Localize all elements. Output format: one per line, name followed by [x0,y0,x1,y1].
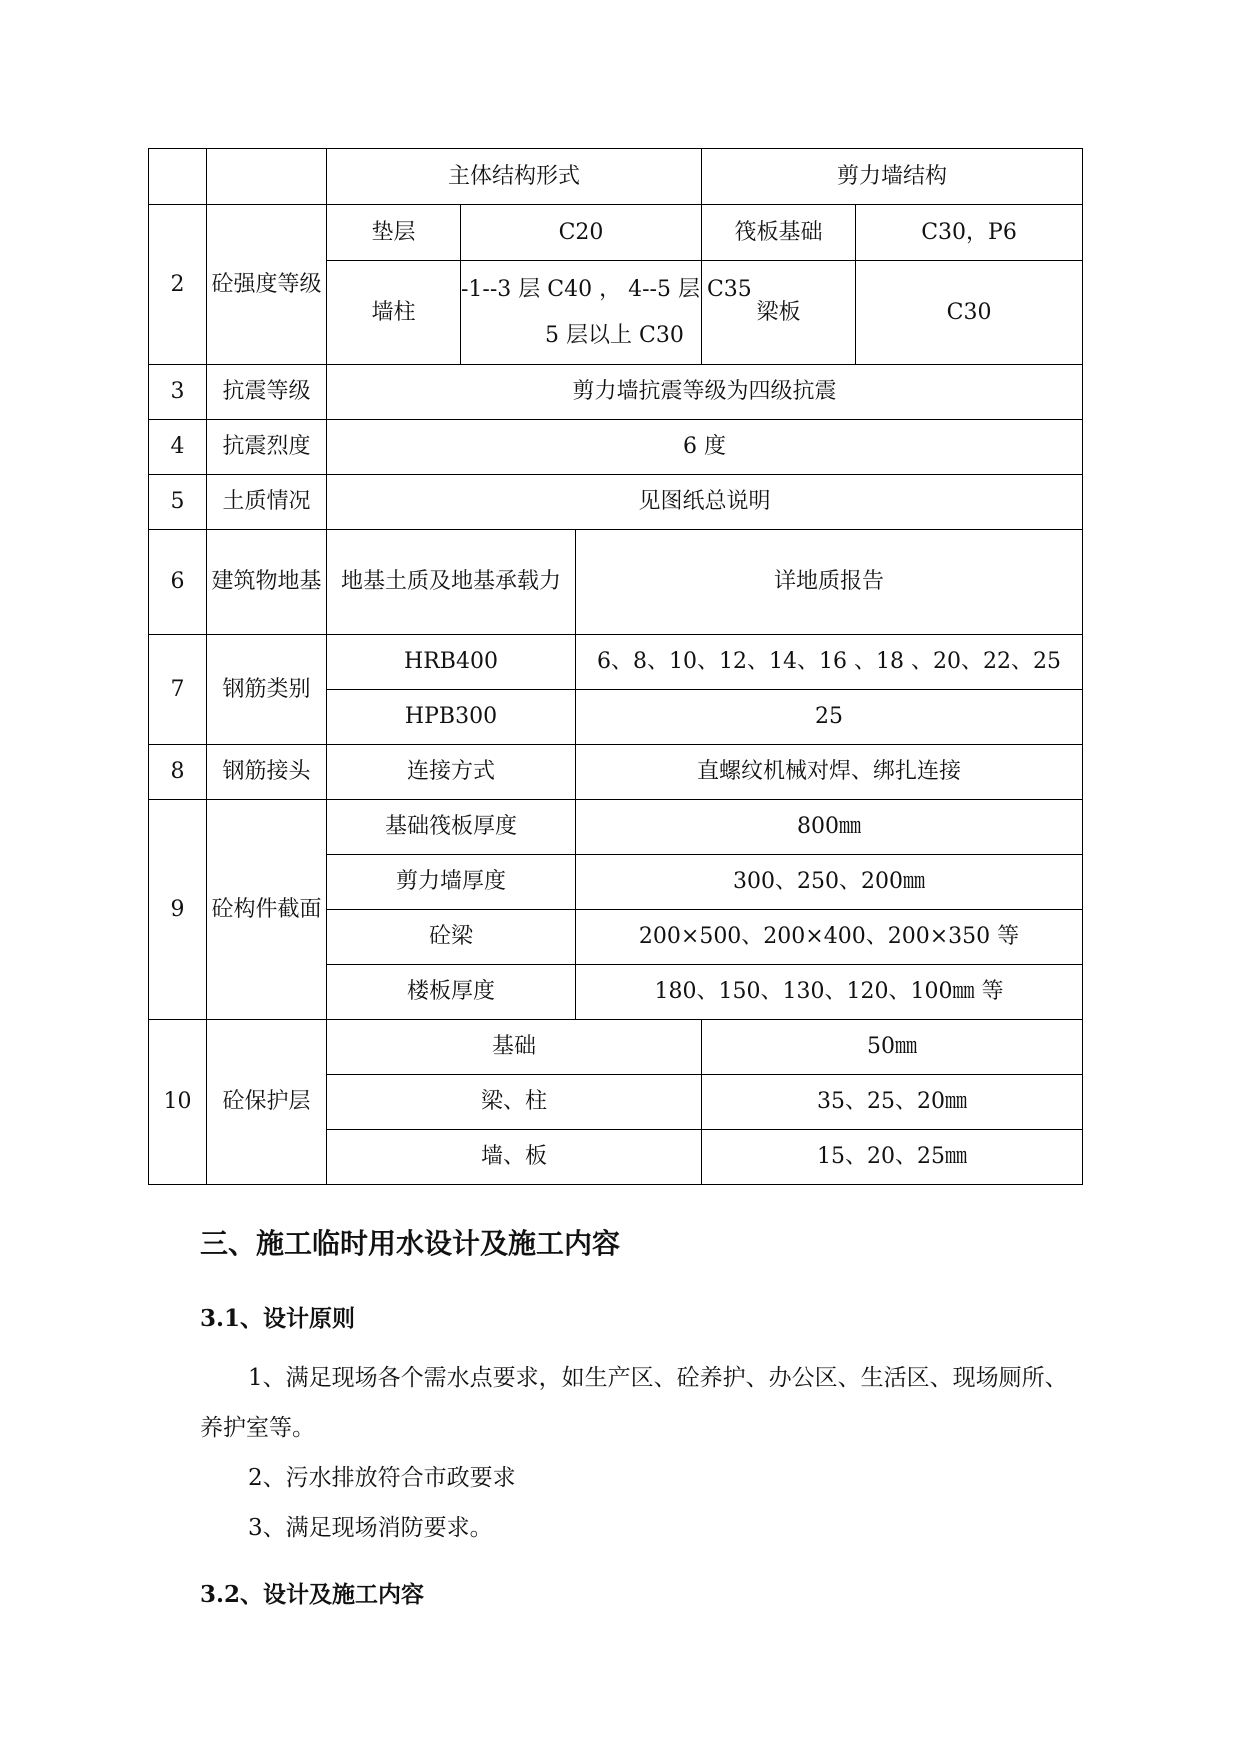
table-row [149,420,1083,475]
row-name: 砼强度等级 [207,205,327,365]
table-cell: 基础 [327,1020,702,1075]
row-name: 抗震等级 [207,365,327,420]
table-cell: 50㎜ [702,1020,1083,1075]
row-number: 5 [149,475,207,530]
row-name: 抗震烈度 [207,420,327,475]
table-row [149,635,1083,690]
table-cell: 直螺纹机械对焊、绑扎连接 [576,745,1083,800]
table-cell: 800㎜ [576,800,1083,855]
table-row [149,800,1083,855]
table-row [149,475,1083,530]
section-heading: 三、施工临时用水设计及施工内容 [200,1227,621,1260]
table-cell: 墙、板 [327,1130,702,1185]
table-row [149,1020,1083,1075]
row-name: 钢筋接头 [207,745,327,800]
row-number: 9 [149,800,207,1020]
row-name: 钢筋类别 [207,635,327,745]
subsection-heading: 3.2、设计及施工内容 [200,1581,425,1608]
paragraph: 2、污水排放符合市政要求 [248,1465,516,1491]
row-name: 土质情况 [207,475,327,530]
spec-table [148,148,1083,1185]
paragraph: 3、满足现场消防要求。 [248,1515,493,1541]
table-cell [461,261,752,365]
table-cell: HPB300 [327,690,576,745]
table-row [149,365,1083,420]
table-cell: 砼梁 [327,910,576,965]
table-cell [149,149,207,205]
row-name: 建筑物地基 [207,530,327,635]
row-name: 砼保护层 [207,1020,327,1185]
paragraph: 1、满足现场各个需水点要求，如生产区、砼养护、办公区、生活区、现场厕所、养护室等。 [200,1365,1068,1441]
subsection-heading: 3.1、设计原则 [200,1305,356,1332]
table-cell: 25 [576,690,1083,745]
table-cell: C30，P6 [856,205,1083,261]
table-cell: 15、20、25㎜ [702,1130,1083,1185]
table-cell: C20 [461,205,702,261]
table-cell: 200×500、200×400、200×350 等 [576,910,1083,965]
table-cell: C30 [856,261,1083,365]
row-number: 8 [149,745,207,800]
table-cell: 180、150、130、120、100㎜ 等 [576,965,1083,1020]
row-number: 3 [149,365,207,420]
table-cell: 墙柱 [327,261,461,365]
table-cell: HRB400 [327,635,576,690]
table-row [149,205,1083,261]
table-row [149,530,1083,635]
table-cell: 6、8、10、12、14、16 、18 、20、22、25 [576,635,1083,690]
table-row [149,149,1083,205]
row-number: 2 [149,205,207,365]
row-number: 7 [149,635,207,745]
table-cell: 地基土质及地基承载力 [327,530,576,635]
wall-strength-line2: 5 层以上 C30 [545,322,684,348]
table-cell: 筏板基础 [702,205,856,261]
row-number: 10 [149,1020,207,1185]
table-cell: 剪力墙厚度 [327,855,576,910]
table-cell: 基础筏板厚度 [327,800,576,855]
table-cell: 300、250、200㎜ [576,855,1083,910]
table-cell: 梁板 [702,261,856,365]
row-name: 砼构件截面 [207,800,327,1020]
table-cell [207,149,327,205]
wall-strength-line1: -1--3 层 C40 ， 4--5 层 C35 [461,276,752,302]
table-cell: 主体结构形式 [327,149,702,205]
table-cell: 详地质报告 [576,530,1083,635]
table-cell: 梁、柱 [327,1075,702,1130]
table-cell: 6 度 [327,420,1083,475]
table-cell: 剪力墙抗震等级为四级抗震 [327,365,1083,420]
table-cell: 连接方式 [327,745,576,800]
table-cell: 剪力墙结构 [702,149,1083,205]
row-number: 6 [149,530,207,635]
table-cell: 35、25、20㎜ [702,1075,1083,1130]
table-cell: 见图纸总说明 [327,475,1083,530]
table-cell: 楼板厚度 [327,965,576,1020]
table-cell: 垫层 [327,205,461,261]
row-number: 4 [149,420,207,475]
table-row [149,745,1083,800]
